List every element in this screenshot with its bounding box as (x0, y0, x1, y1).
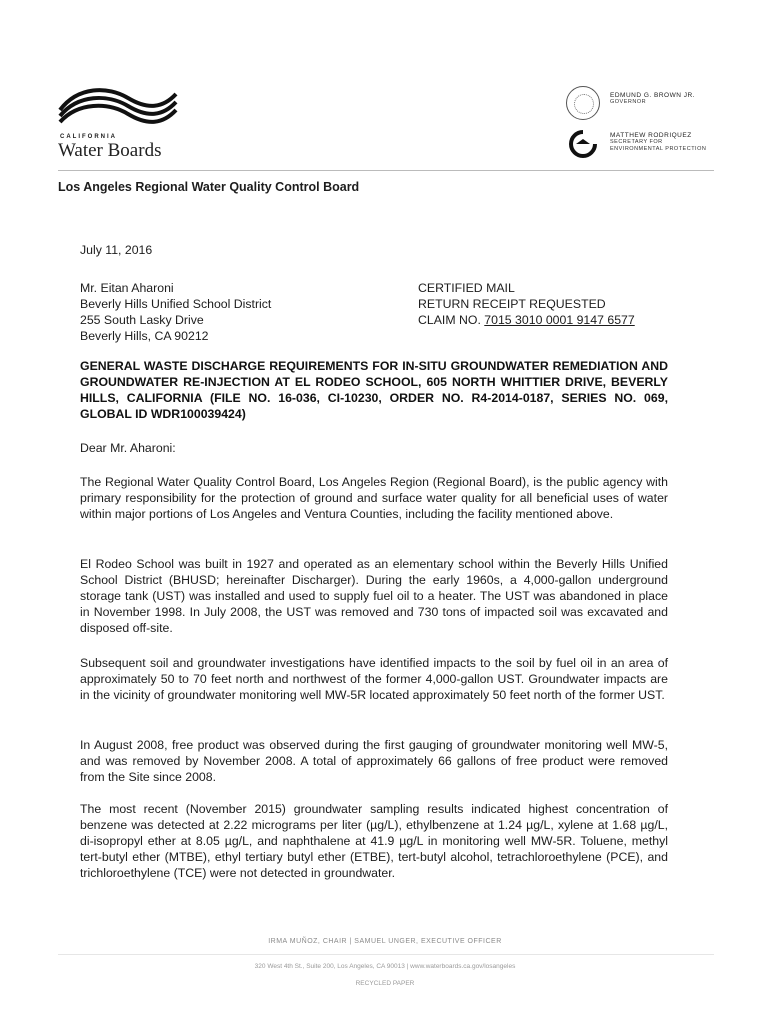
state-seal-icon (566, 86, 600, 120)
recipient-line: Mr. Eitan Aharoni (80, 281, 174, 295)
logo-name: Water Boards (58, 140, 162, 161)
calepa-icon (568, 129, 598, 159)
governor (566, 86, 716, 126)
paragraph: In August 2008, free product was observed during the first gauging of groundwater monitoring well MW-5, and was removed by November 2008. A total of approximately 66 gallons of free product were removed from the Site since 2008. (80, 738, 668, 784)
footer-address: 320 West 4th St., Suite 200, Los Angeles, CA 90013 | www.waterboards.ca.gov/losangeles (254, 963, 516, 970)
secretary (566, 126, 716, 166)
paragraph: The most recent (November 2015) groundwater sampling results indicated highest concentration of benzene was detected at 2.22 micrograms per liter (µg/L), ethylbenzene at 1.24 µg/L, xylene at 1.68 µg/L, di-isopropyl ether at 8.05 µg/L, and naphthalene at 41.9 µg/L in monitoring well MW-5R. Toluene, methyl tert-butyl ether (MTBE), ethyl tertiary butyl ether (ETBE), tert-butyl alcohol, tetrachloroethylene (PCE), and trichloroethylene (TCE) were not detected in groundwater. (80, 802, 668, 880)
footer-officers: IRMA MUÑOZ, CHAIR | SAMUEL UNGER, EXECUTIVE OFFICER (268, 938, 502, 945)
header-divider (58, 170, 714, 171)
recipient-address (80, 280, 340, 344)
claim-line (418, 312, 635, 328)
recipient-line: Beverly Hills Unified School District (80, 297, 272, 311)
paragraph: El Rodeo School was built in 1927 and operated as an elementary school within the Beverly Hills Unified School District (BHUSD; hereinafter Discharger). During the early 1960s, a 4,000-gallon underground storage tank (UST) was installed and used to supply fuel oil to a heater. The UST was abandoned in place in November 1998. In July 2008, the UST was removed and 730 tons of impacted soil was excavated and disposed off-site. (80, 557, 668, 635)
mail-method (418, 280, 635, 328)
paragraph: Subsequent soil and groundwater investigations have identified impacts to the soil by fuel oil in an area of approximately 50 to 70 feet north and northwest of the former 4,000-gallon UST. Groundwater impacts are in the vicinity of groundwater monitoring well MW-5R located approximately 50 feet north of the former UST. (80, 656, 668, 702)
letter-subject: GENERAL WASTE DISCHARGE REQUIREMENTS FOR IN-SITU GROUNDWATER REMEDIATION AND GROUNDWATER RE-INJECTION AT EL RODEO SCHOOL, 605 NORTH WHITTIER DRIVE, BEVERLY HILLS, CALIFORNIA (FILE NO. 16-036, CI-10230, ORDER NO. R4-2014-0187, SERIES NO. 069, GLOBAL ID WDR100039424) (80, 359, 668, 421)
secretary-name: MATTHEW RODRIQUEZ (610, 132, 692, 139)
salutation: Dear Mr. Aharoni: (80, 441, 176, 455)
governor-title: GOVERNOR (610, 99, 647, 105)
recipient-line: 255 South Lasky Drive (80, 313, 204, 327)
logo-state: CALIFORNIA (60, 134, 117, 140)
footer-divider (58, 954, 714, 955)
secretary-title: SECRETARY FOR ENVIRONMENTAL PROTECTION (610, 139, 707, 152)
claim-number: 7015 3010 0001 9147 6577 (484, 313, 635, 327)
governor-name: EDMUND G. BROWN JR. (610, 92, 695, 99)
letter-date: July 11, 2016 (80, 243, 153, 257)
claim-label: CLAIM NO. (418, 313, 485, 327)
paragraph: The Regional Water Quality Control Board, Los Angeles Region (Regional Board), is the public agency with primary responsibility for the protection of ground and surface water quality for all beneficial uses of water within major portions of Los Angeles and Ventura Counties, including the facility mentioned above. (80, 475, 668, 521)
water-boards-logo (58, 84, 188, 162)
officials-block (566, 86, 716, 166)
mail-line: RETURN RECEIPT REQUESTED (418, 297, 606, 311)
mail-line: CERTIFIED MAIL (418, 281, 515, 295)
board-name: Los Angeles Regional Water Quality Control Board (58, 180, 360, 194)
footer-recycled: RECYCLED PAPER (355, 980, 415, 987)
recipient-line: Beverly Hills, CA 90212 (80, 329, 209, 343)
wave-logo-icon (58, 84, 178, 128)
